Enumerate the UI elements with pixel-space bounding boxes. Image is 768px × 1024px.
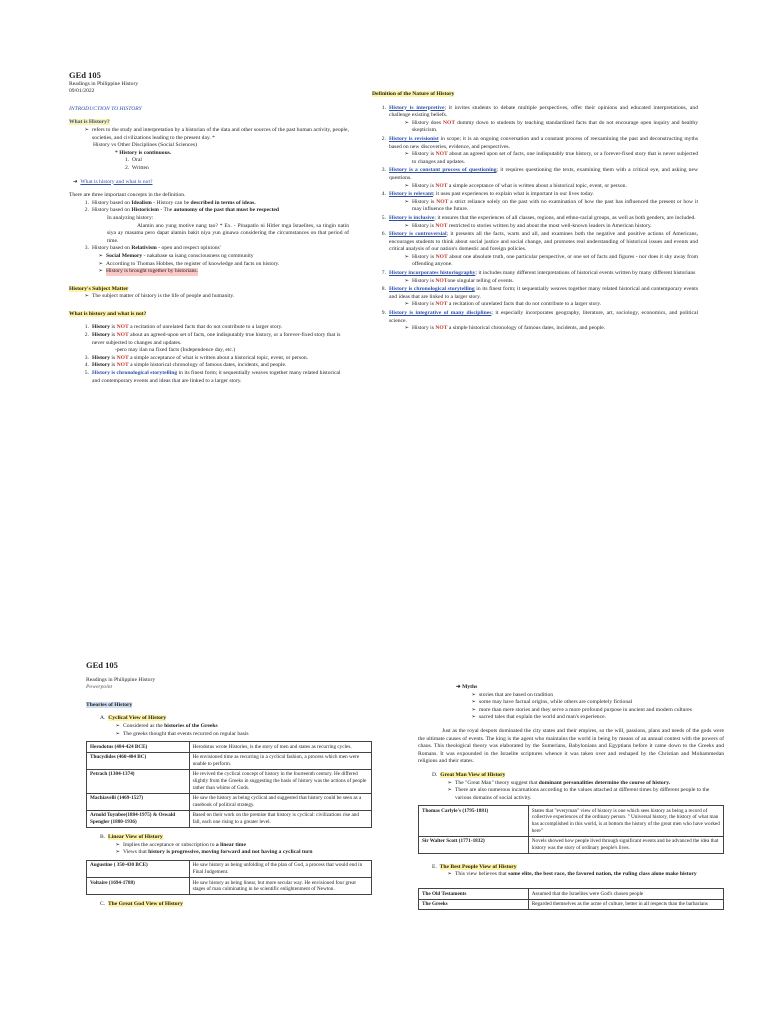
- gods-paragraph: Just as the royal despots dominated the city states and their empires, so the will, passions, plans and needs of the gods were the ultimate causes of events. The king is the agent who maintains the world in being by means of an annual contest with the powers of chaos. This theological theory was elaborated by the Sumerians, Babylonians and Egyptians before it came down to the Greeks and Romans. It was expounded in the Israelite scriptures whence it was taken over and reshaped by the Christian and Mohammedan religions and their states.: [418, 727, 724, 765]
- concept-item-2: 2. History based on Historicism - The autonomy of the past that must be respected: [84, 207, 280, 214]
- table-cell-description: He revived the cyclical concept of history in the fourteenth century. He differed slightly from the Greeks in suggesting the basis of history was the actions of people rather than whims of Gods.: [189, 769, 371, 793]
- nature-item: [372, 215, 698, 230]
- nature-item-body: [389, 270, 695, 285]
- table-row: [419, 899, 724, 910]
- nature-sub-a: History is: [412, 277, 436, 284]
- arrow-bullet-icon: ➢: [115, 849, 120, 856]
- table-cell-name: Herodotus (484-424 BCE): [87, 742, 190, 753]
- nature-sub-a: History is: [412, 325, 436, 332]
- nature-sub-not: NOT: [435, 301, 448, 308]
- table-row: [87, 769, 372, 793]
- section-e-title: E. The Best People View of History: [432, 863, 517, 870]
- nature-item-text: ; it ensures that the experiences of all classes, regions, and ethno-racial groups, as well as both genders, are included.: [434, 214, 696, 221]
- table-cell-name: Thucydides (460-404 BC): [87, 752, 190, 769]
- nature-sub-a: History is: [412, 253, 436, 260]
- three-concepts-text: There are three important concepts in the definition.: [69, 192, 186, 199]
- nature-item-term[interactable]: History is relevant: [389, 191, 434, 198]
- nature-item-number: 9.: [381, 310, 386, 317]
- arrow-bullet-icon: ➢: [447, 871, 452, 878]
- table-cell-name: Petrach (1304-1374): [87, 769, 190, 793]
- table-cell-name: Voltaire (1694-1788): [87, 878, 190, 895]
- nature-sub-a: History is: [412, 151, 436, 158]
- section-a-bullet-1: ➢ Considered as the histories of the Greeks: [86, 723, 372, 731]
- myth-text: stories that are based on tradition: [479, 691, 554, 698]
- not-item-5: 5. History is chronological storytelling in its finest form; it sequentially weaves together many related historical and contemporary events and ideas that are linked to a larger story.: [84, 370, 341, 384]
- nature-item-term[interactable]: History is integrative of many disciplines: [389, 310, 492, 317]
- page1-right-column: [372, 91, 698, 334]
- arrow-right-icon: ➔: [456, 684, 461, 690]
- section-d-bullet-1: ➢ The "Great Man" theory suggest that dominant personalities determine the course of history.: [418, 780, 724, 788]
- arrow-bullet-icon: ➢: [404, 301, 409, 308]
- nature-sub-not: NOT: [435, 253, 448, 260]
- nature-item-body: [389, 191, 698, 214]
- nature-sub-a: History is: [412, 182, 436, 189]
- arrow-bullet-icon: ➢: [115, 723, 120, 729]
- myth-text: more than mere stories and they serve a more profound purpose in ancient and modern cultures: [479, 706, 692, 713]
- table-cell-name: The Old Testaments: [419, 889, 529, 900]
- table-cell-description: States that "everyman" view of history is one which sees history as being a record of collective experiences of the ordinary person. " Universal history, the history of what man has accomplished in this world, is at bottom the history of the great men who have worked here": [528, 806, 723, 836]
- nature-item-sub-text: [412, 254, 698, 269]
- nature-sub-c: a strict reliance solely on the past with no examination of how the past has influenced the present or how it may influence the future.: [412, 198, 698, 213]
- concept-3-sub-2: ➢ According to Thomas Hobbes, the register of knowledge and facts on history.: [69, 261, 349, 269]
- nature-item-number: 5.: [381, 214, 386, 221]
- arrow-bullet-icon: ➢: [447, 779, 452, 786]
- concept-3-sub-1: ➢ Social Memory - nakabase sa isang consciousness ng community: [69, 253, 349, 261]
- course-title-2: GEd 105: [86, 660, 118, 670]
- table-cell-name: Augustine ( 350-430 BCE): [87, 860, 190, 877]
- myths-heading: ➔ Myths: [456, 684, 478, 690]
- nature-sub-c: a simple historical chronology of famous dates, incidents, and people.: [447, 325, 606, 332]
- table-row: [87, 742, 372, 753]
- not-item-4: 4. History is NOT a simple historical chronology of famous dates, incidents, and people.: [84, 362, 287, 369]
- nature-sub-not: NOT: [435, 182, 448, 189]
- nature-item-body: [389, 231, 698, 269]
- definition-bullet: ➢ refers to the study and interpretation by a historian of the data and other sources of the past human activity, people, societies, and civilizations leading to the present day. *: [69, 127, 349, 142]
- nature-sub-not: NOT: [435, 222, 448, 229]
- myth-item: [418, 714, 724, 722]
- arrow-bullet-icon: ➢: [404, 222, 409, 229]
- nature-item-body: [389, 167, 698, 190]
- table-row: [87, 860, 372, 877]
- table-cell-description: Assumed that the Israelites were God's chosen people: [528, 889, 723, 900]
- nature-item-term[interactable]: History is a constant process of questioning: [389, 167, 497, 174]
- table-row: [87, 752, 372, 769]
- list-item-written: 2. Written: [125, 164, 149, 171]
- nature-item-sub: [389, 183, 698, 191]
- not-item-3: 3. History is NOT a simple acceptance of what is written about a historical topic, event, or person.: [84, 354, 309, 361]
- intro-heading: INTRODUCTION TO HISTORY: [69, 105, 142, 112]
- what-is-not-heading: What is history and what is not?: [69, 310, 147, 317]
- arrow-bullet-icon: ➢: [471, 706, 476, 713]
- list-item-oral: 1. Oral: [125, 157, 142, 164]
- nature-item-sub-text: [412, 223, 652, 231]
- table-cell-name: The Greeks: [419, 899, 529, 910]
- page2-left-column: [86, 660, 372, 909]
- disciplines-text: History vs Other Disciplines (Social Sciences): [93, 142, 197, 149]
- section-b-bullet-1: ➢ Implies the acceptance or subscription to a linear time: [86, 842, 372, 850]
- arrow-bullet-icon: ➢: [84, 293, 89, 300]
- nature-item-number: 4.: [381, 191, 386, 198]
- nature-item-number: 1.: [381, 104, 386, 111]
- arrow-bullet-icon: ➢: [115, 730, 120, 737]
- table-row: [419, 836, 724, 853]
- page2-right-column: [418, 684, 724, 910]
- course-subject-2: Readings in Philippine History: [86, 677, 156, 683]
- nature-item-sub-text: [412, 325, 605, 333]
- theories-heading: Theories of History: [86, 701, 133, 708]
- nature-item-number: 6.: [381, 231, 386, 238]
- myth-text: some may have factual origins, while others are completely fictional: [479, 699, 633, 706]
- what-is-history-link-row: [69, 179, 349, 187]
- nature-item-number: 2.: [381, 135, 386, 142]
- nature-sub-c: one singular telling of events.: [447, 277, 514, 284]
- best-people-table: [418, 888, 724, 910]
- nature-sub-c: a simple acceptance of what is written about a historical topic, event, or person.: [447, 182, 627, 189]
- arrow-bullet-icon: ➢: [404, 182, 409, 189]
- nature-sub-c: a recitation of unrelated facts that do not contribute to a larger story.: [447, 301, 602, 308]
- section-d-title: D. Great Man View of History: [432, 771, 506, 778]
- nature-item-sub-text: [412, 278, 514, 286]
- nature-item-text: ; it requires questioning the texts, examining them with a critical eye, and asking new questions.: [389, 167, 698, 181]
- table-cell-description: He saw history as being linear, but more secular way. He envisioned four great stages of man culminating in he scientific enlightenment of Newton.: [189, 878, 371, 895]
- not-item-1: 1. History is NOT a recitation of unrelated facts that do not contribute to a larger story.: [84, 324, 283, 331]
- section-d-bullet-2: ➢ There are also numerous incarnations according to the values attached at different times by different people to the various domains of social activity.: [418, 787, 724, 802]
- myth-item: [418, 707, 724, 715]
- section-e-bullet-1: ➢ This view believes that some elite, the best race, the favored nation, the ruling class alone make history: [418, 871, 724, 879]
- concept-item-1: 1. History based on Idealism - History can be described in terms of ideas.: [84, 199, 256, 206]
- arrow-bullet-icon: ➢: [404, 119, 409, 126]
- arrow-bullet-icon: ➢: [404, 253, 409, 260]
- table-cell-name: Thomas Carlyle's (1795-1881): [419, 806, 529, 836]
- nature-item-term[interactable]: History incorporates historiography: [389, 270, 476, 277]
- nature-sub-not: NOT: [435, 151, 448, 158]
- concept-3-sub-3: ➢ History is brought together by historians.: [69, 268, 349, 276]
- linear-view-table: [86, 860, 372, 895]
- nature-sub-a: History does: [412, 119, 443, 126]
- myth-item: [418, 699, 724, 707]
- arrow-bullet-icon: ➢: [471, 699, 476, 706]
- table-cell-name: Arnold Toynbee(1884-1975) & Oswald Spengler (1880-1936): [87, 810, 190, 827]
- nature-sub-a: History is: [412, 222, 436, 229]
- section-c-title: C. The Great God View of History: [100, 901, 183, 908]
- nature-item-term[interactable]: History is revisionist: [389, 135, 439, 142]
- table-cell-description: Novels showed how people lived through significant events and he advanced the idea that history was the story of ordinary people's lives.: [528, 836, 723, 853]
- nature-item-number: 8.: [381, 286, 386, 293]
- nature-item-text: in scope; it is an ongoing conversation and a constant process of reexamining the past and deconstructing myths based on new discoveries, evidence, and perspectives.: [389, 135, 698, 150]
- table-cell-description: Based on their work on the premise that history is cyclical: civilizations rise and fall, each one rising to a greater level.: [189, 810, 371, 827]
- arrow-bullet-icon: ➢: [447, 787, 452, 794]
- table-cell-description: He saw history as being unfolding of the plan of God, a process that would end in Final Judgement.: [189, 860, 371, 877]
- concept-item-3: 3. History based on Relativism - open and respect opinions': [84, 245, 221, 252]
- powerpoint-note: Powerpoint: [86, 684, 113, 691]
- nature-item-body: [389, 215, 696, 230]
- what-is-history-link[interactable]: What is history and what is not?: [80, 178, 153, 185]
- nature-item: [372, 286, 698, 309]
- nature-sub-c: about one absolute truth, one particular perspective, or one set of facts and figures - nor does it shy away from offending anyone.: [412, 253, 698, 268]
- nature-item: [372, 231, 698, 269]
- nature-list: [372, 105, 698, 333]
- what-is-history-heading: What is History?: [69, 119, 110, 126]
- table-cell-name: Machiavelli (1469-1527): [87, 793, 190, 810]
- arrow-bullet-icon: ➢: [471, 714, 476, 721]
- course-subject: Readings in Philippine History: [69, 81, 139, 87]
- arrow-bullet-icon: ➢: [84, 127, 89, 133]
- arrow-bullet-icon: ➢: [404, 325, 409, 332]
- nature-item-sub-text: [412, 199, 698, 214]
- section-a-title: A. Cyclical View of History: [100, 715, 167, 722]
- arrow-right-icon: ➔: [73, 178, 78, 185]
- nature-item-sub: [389, 325, 698, 333]
- not-item-2-extra: -pero may ilan na fixed facts (Independence day, etc.): [115, 347, 236, 354]
- table-row: [419, 889, 724, 900]
- arrow-bullet-icon: ➢: [471, 691, 476, 698]
- not-item-2: 2. History is NOT about an agreed-upon set of facts, one indisputably true history, or a forever-fixed story that is never subjected to changes and updates.: [84, 332, 341, 346]
- nature-item-number: 7.: [381, 270, 386, 277]
- table-row: [87, 810, 372, 827]
- table-cell-description: He envisioned time as recurring in a cyclical fashion, a process which men were unable to perform.: [189, 752, 371, 769]
- nature-item-term[interactable]: History is controversial: [389, 231, 447, 238]
- arrow-bullet-icon: ➢: [98, 260, 103, 267]
- nature-item-number: 3.: [381, 167, 386, 174]
- nature-item-sub: [389, 278, 695, 286]
- nature-sub-c: about an agreed upon set of facts, one indisputably true history, or a forever-fixed story that is never subjected to changes and updates.: [412, 151, 698, 165]
- nature-item-sub-text: [412, 301, 601, 309]
- table-cell-description: Regarded themselves as the acme of culture, better in all respects than the barbarians: [528, 899, 723, 910]
- table-cell-name: Sir Walter Scott (1771-1832): [419, 836, 529, 853]
- nature-item: [372, 167, 698, 190]
- nature-sub-c: dummy down to students by teaching standardized facts that do not encourage open inquiry and healthy skepticism.: [412, 119, 698, 134]
- nature-item-sub-text: [412, 183, 627, 191]
- analyzing-text: In analyzing history:: [107, 214, 154, 221]
- nature-item-term[interactable]: History is inclusive: [389, 214, 435, 221]
- nature-item-text: in its finest form; it sequentially weaves together many related historical and contemporary events and ideas that are linked to a larger story.: [389, 286, 698, 300]
- nature-item: [372, 136, 698, 166]
- subject-matter-heading: History's Subject Matter: [69, 285, 129, 292]
- nature-item-sub: [389, 199, 698, 214]
- great-man-table: [418, 805, 724, 854]
- section-a-bullet-2: ➢ The greeks thought that events recurred on regular basis: [86, 731, 372, 739]
- document-page-2: [0, 612, 768, 1024]
- nature-item-text: ; it presents all the facts, warts and all, and examines both the negative and positive actions of Americans, encourages students to think about social justice and social change, and promotes real understanding of historical issues and events and critical analysis of our nation's domestic and foreign policies.: [389, 231, 698, 253]
- nature-item: [372, 105, 698, 135]
- nature-sub-c: restricted to stories written by and about the most well-known leaders in American history.: [447, 222, 652, 229]
- nature-item-sub-text: [412, 120, 698, 135]
- page1-left-column: [69, 70, 349, 385]
- nature-item-text: ; it invites students to debate multiple perspectives, offer their opinions and educated interpretations, and challenge existing beliefs.: [389, 104, 698, 119]
- myths-list: [418, 692, 724, 722]
- nature-item-term[interactable]: History is interpretive: [389, 104, 445, 111]
- nature-item-text: ; it includes many different interpretations of historical events written by many different historians: [475, 270, 696, 277]
- nature-item-body: [389, 105, 698, 135]
- table-row: [419, 806, 724, 836]
- arrow-bullet-icon: ➢: [115, 841, 120, 848]
- nature-sub-a: History is: [412, 198, 437, 205]
- subject-matter-bullet: ➢ The subject matter of history is the life of people and humanity.: [69, 293, 349, 301]
- arrow-bullet-icon: ➢: [404, 198, 409, 205]
- myth-text: sacred tales that explain the world and man's experience.: [479, 714, 606, 721]
- continuous-text: * History is continuous.: [115, 149, 172, 156]
- arrow-bullet-icon: ➢: [98, 252, 103, 259]
- nature-item-sub: [389, 120, 698, 135]
- section-b-bullet-2: ➢ Views that history is progressive, moving forward and not having a cyclical turn: [86, 849, 372, 857]
- nature-sub-not: NOT: [435, 325, 448, 332]
- table-row: [87, 793, 372, 810]
- nature-item-text: ; it uses past experiences to explain what is important in our lives today.: [433, 191, 594, 198]
- nature-sub-not: NOT: [443, 119, 456, 126]
- arrow-bullet-icon: ➢: [404, 151, 409, 158]
- nature-item-body: [389, 286, 698, 309]
- section-b-title: B. Linear View of History: [100, 834, 163, 841]
- nature-sub-a: History is: [412, 301, 436, 308]
- cyclical-view-table: [86, 741, 372, 828]
- nature-item-body: [389, 310, 698, 333]
- nature-item: [372, 191, 698, 214]
- table-row: [87, 878, 372, 895]
- course-title: GEd 105: [69, 70, 101, 80]
- nature-item-sub-text: [412, 151, 698, 166]
- table-cell-description: He saw the history as being cyclical and suggested that history could be seen as a casebook of political strategy.: [189, 793, 371, 810]
- arrow-bullet-icon: ➢: [98, 268, 103, 275]
- nature-item-sub: [389, 151, 698, 166]
- nature-sub-not: NOT: [436, 198, 449, 205]
- nature-item-body: [389, 136, 698, 166]
- table-cell-description: Herodotus wrote Histories, is the story of men and states as recurring cycles.: [189, 742, 371, 753]
- nature-of-history-heading: Definition of the Nature of History: [372, 91, 455, 97]
- nature-item-sub: [389, 301, 698, 309]
- nature-sub-not: NOT: [435, 277, 448, 284]
- arrow-bullet-icon: ➢: [404, 277, 409, 284]
- nature-item: [372, 310, 698, 333]
- nature-item-sub: [389, 254, 698, 269]
- nature-item-term[interactable]: History is chronological storytelling: [389, 286, 475, 293]
- nature-item-text: ; it especially incorporates geography, literature, art, sociology, economics, and political science.: [389, 310, 699, 324]
- nature-item-sub: [389, 223, 696, 231]
- nature-item: [372, 270, 698, 285]
- analyzing-quote: Alamin ano yung motive nang tao? * Ex. - Pinapatlo ni Hitler mga Israelites, sa tingin natin siya ay masama pero dapat alamin bakit niya yun ginawa considering the circumstances on that period of time.: [107, 222, 349, 244]
- course-date: 09/01/2022: [69, 88, 95, 95]
